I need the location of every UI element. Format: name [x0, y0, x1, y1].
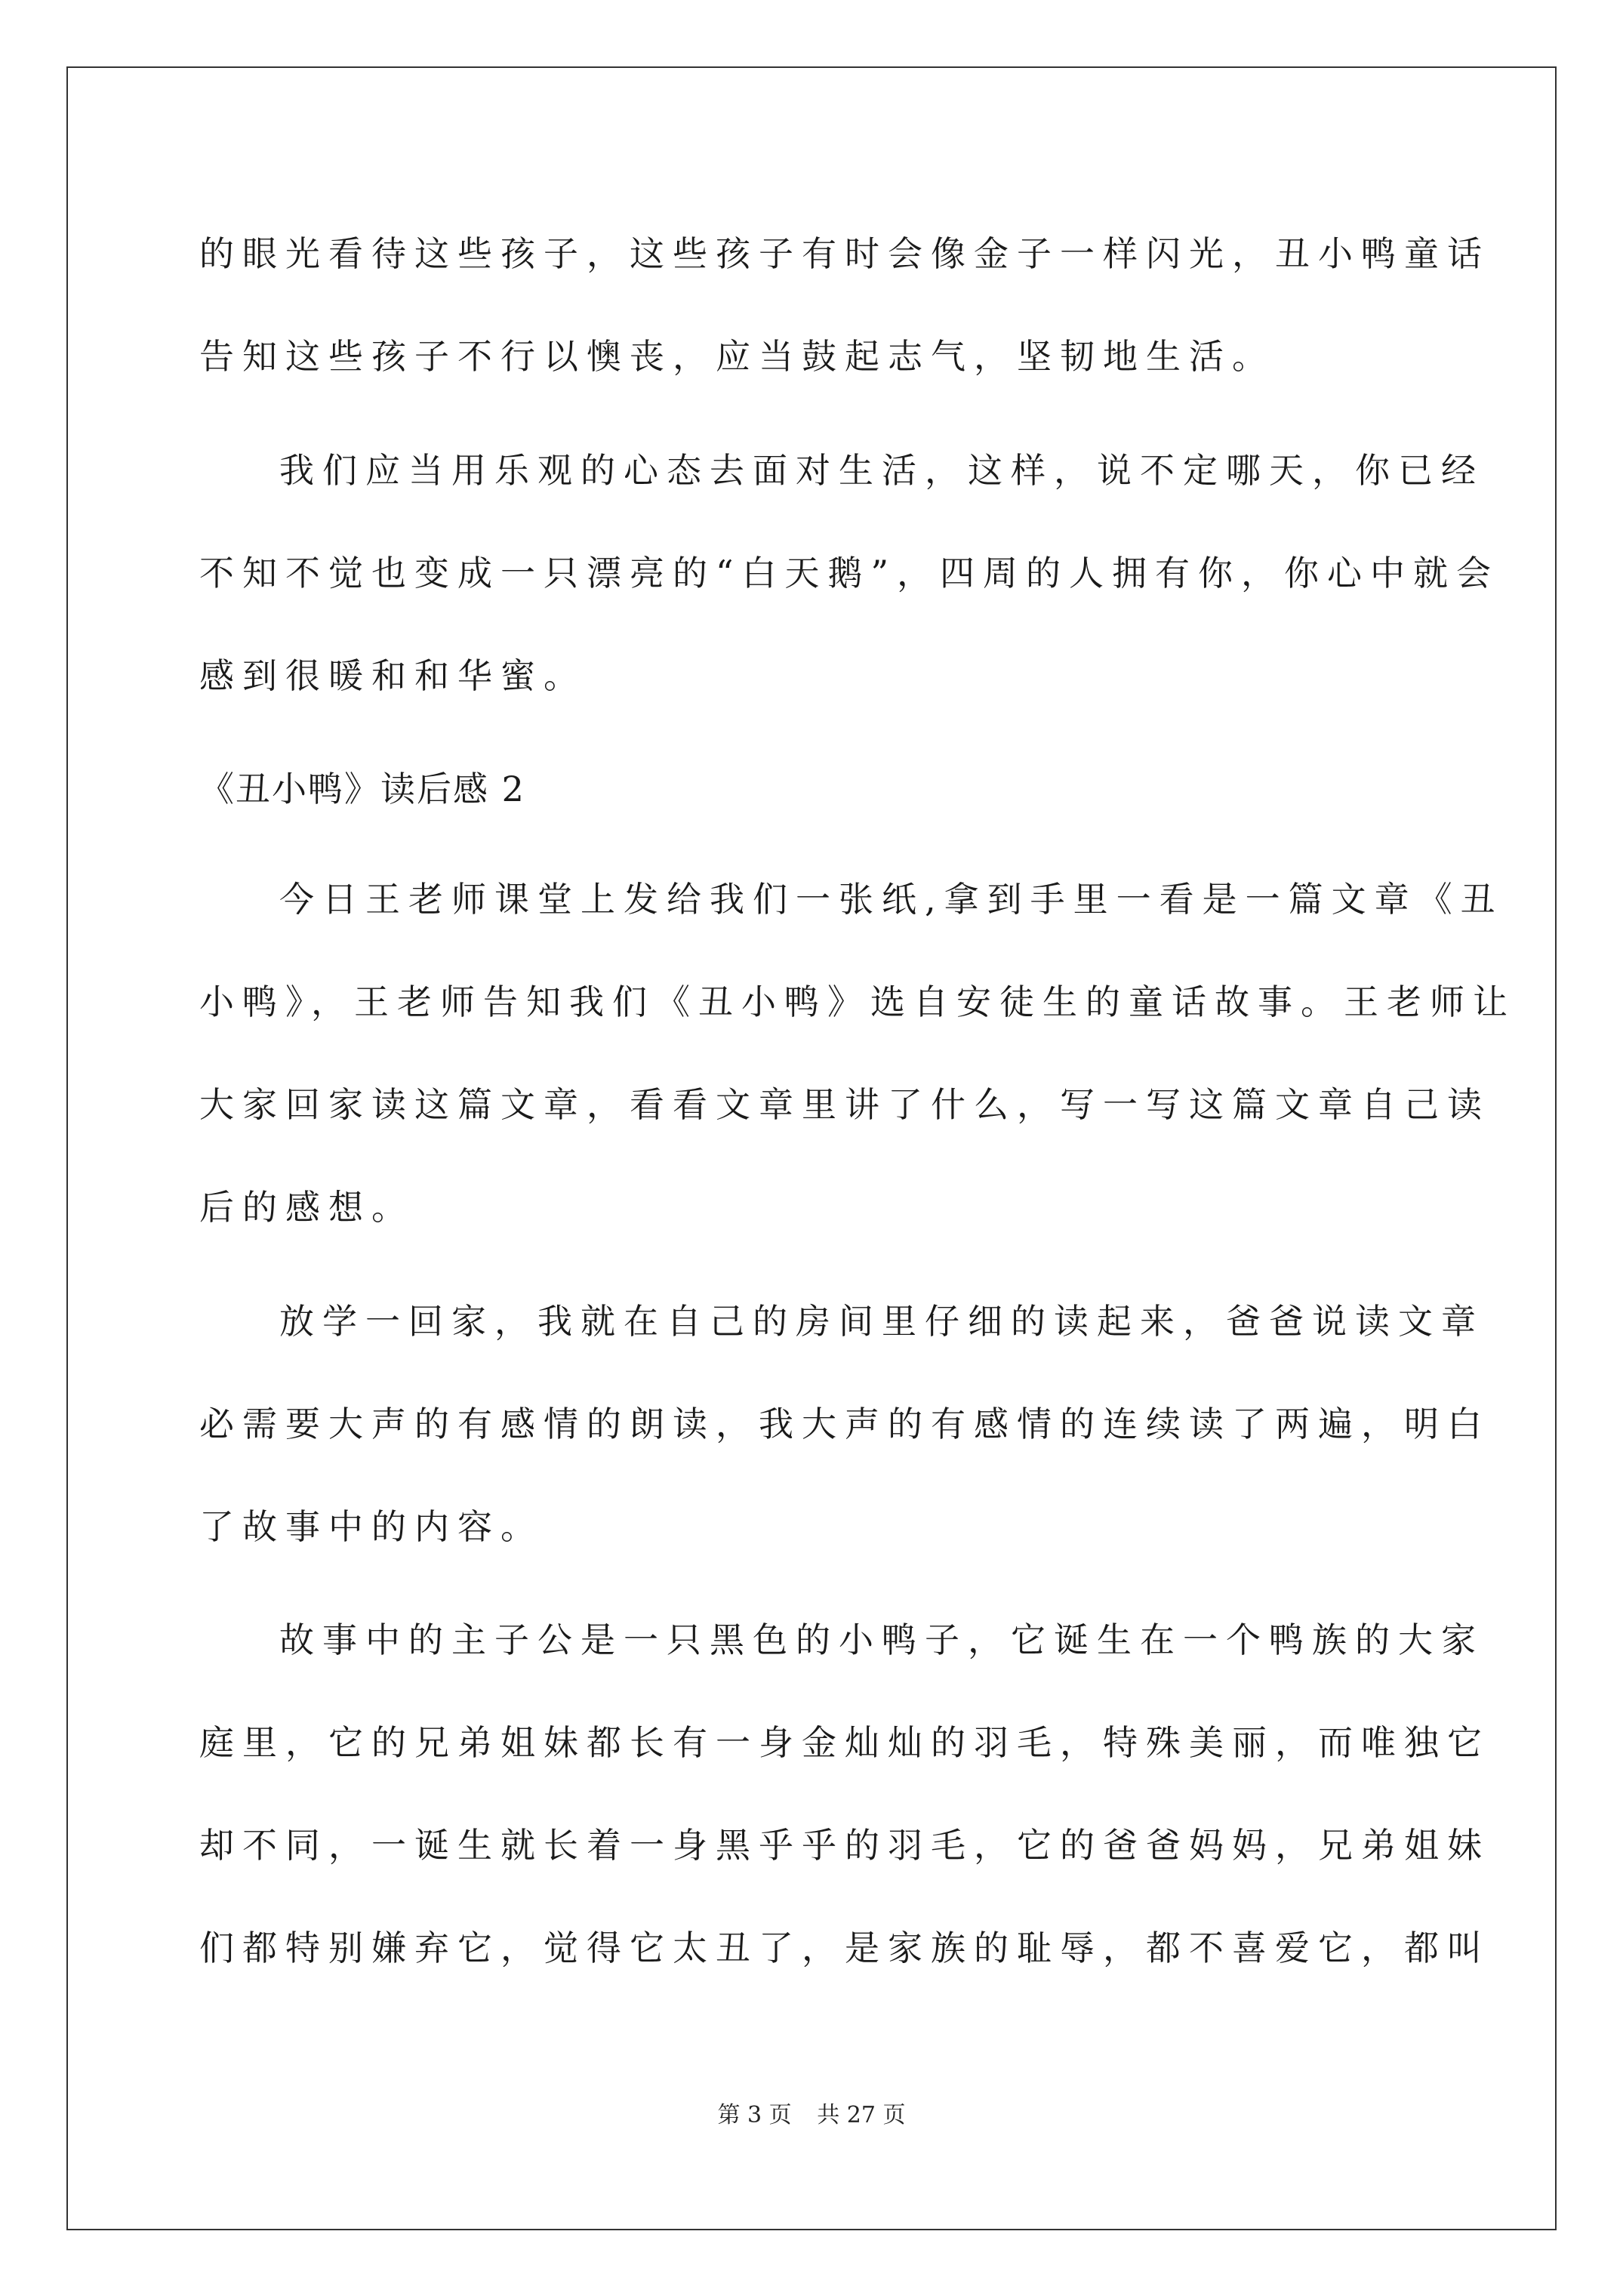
text-line: 必需要大声的有感情的朗读，我大声的有感情的连续读了两遍，明白: [199, 1404, 1490, 1444]
paragraph-first-line: 今日王老师课堂上发给我们一张纸,拿到手里一看是一篇文章《丑: [279, 879, 1504, 920]
text-line: 大家回家读这篇文章，看看文章里讲了什么，写一写这篇文章自己读: [199, 1084, 1490, 1125]
page-border: [66, 66, 1557, 2230]
text-line: 庭里，它的兄弟姐妹都长有一身金灿灿的羽毛，特殊美丽，而唯独它: [199, 1722, 1490, 1763]
paragraph-first-line: 故事中的主子公是一只黑色的小鸭子，它诞生在一个鸭族的大家: [279, 1620, 1484, 1660]
text-line: 们都特别嫌弃它，觉得它太丑了，是家族的耻辱，都不喜爱它，都叫: [199, 1928, 1490, 1968]
page-footer: [0, 2100, 1623, 2131]
text-line: 却不同，一诞生就长着一身黑乎乎的羽毛，它的爸爸妈妈，兄弟姐妹: [199, 1825, 1490, 1866]
page-number: 第 3 页: [717, 2102, 792, 2128]
text-line: 感到很暖和和华蜜。: [199, 655, 587, 696]
section-heading: 《丑小鸭》读后感 2: [199, 769, 525, 809]
paragraph-first-line: 放学一回家，我就在自己的房间里仔细的读起来，爸爸说读文章: [279, 1301, 1484, 1342]
text-line: 后的感想。: [199, 1187, 414, 1228]
text-line: 小鸭》，王老师告知我们《丑小鸭》选自安徒生的童话故事。王老师让: [199, 982, 1516, 1022]
text-line: 的眼光看待这些孩子，这些孩子有时会像金子一样闪光，丑小鸭童话: [199, 233, 1490, 274]
page-total: 共 27 页: [817, 2102, 906, 2128]
text-line: 不知不觉也变成一只漂亮的“白天鹅”，四周的人拥有你，你心中就会: [199, 553, 1500, 593]
paragraph-first-line: 我们应当用乐观的心态去面对生活，这样，说不定哪天，你已经: [279, 450, 1484, 491]
text-line: 告知这些孩子不行以懊丧，应当鼓起志气，坚韧地生活。: [199, 336, 1275, 377]
text-line: 了故事中的内容。: [199, 1506, 544, 1547]
